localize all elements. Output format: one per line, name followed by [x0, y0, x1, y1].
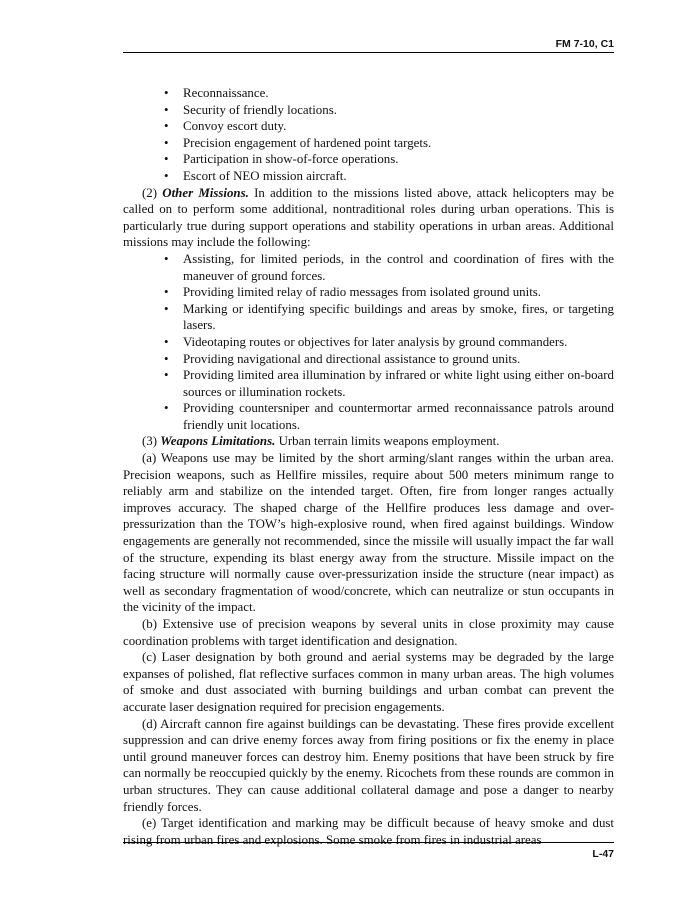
list-item: • Precision engagement of hardened point targets.	[183, 135, 614, 152]
body-content	[123, 85, 614, 848]
paragraph-b: (b) Extensive use of precision weapons by several units in close proximity may cause coordination problems with target identification and designation.	[123, 617, 614, 648]
footer-rule	[123, 842, 614, 843]
paragraph-a: (a) Weapons use may be limited by the short arming/slant ranges within the urban area. Precision weapons, such as Hellfire missiles, require about 500 meters minimum range to reliably arm and stabilize on the intended target. Often, fire from longer ranges actually improves accuracy. The shaped charge of the Hellfire produces less damage and over-pressurization than the TOW’s high-explosive round, when fired against buildings. Window engagements are generally not recommended, since the missile will usually impact the far wall of the structure, expending its blast energy away from the structure. Missile impact on the facing structure will normally cause over-pressurization inside the structure (near impact) as well as secondary fragmentation of wood/concrete, which can neutralize or stun occupants in the vicinity of the impact.	[123, 451, 614, 615]
list-item: • Providing limited area illumination by infrared or white light using either on-board sources or illumination rockets.	[183, 367, 614, 400]
footer-page-number: L-47	[592, 848, 614, 860]
list-item: • Participation in show-of-force operations.	[183, 151, 614, 168]
header-rule	[123, 52, 614, 53]
paragraph-text: Urban terrain limits weapons employment.	[275, 434, 500, 449]
list-item: • Providing limited relay of radio messages from isolated ground units.	[183, 284, 614, 301]
paragraph-text: In addition to the missions listed above, attack helicopters may be called on to perform some additional, nontraditional roles during urban operations. This is particularly true during support operations and stability operations in urban areas. Additional missions may include the following:	[123, 185, 614, 250]
paragraph-lead: Other Missions.	[162, 185, 249, 200]
additional-missions-list	[123, 251, 614, 434]
list-item: • Videotaping routes or objectives for later analysis by ground commanders.	[183, 334, 614, 351]
list-item: • Providing navigational and directional assistance to ground units.	[183, 351, 614, 368]
paragraph-lead: Weapons Limitations.	[160, 434, 276, 449]
paragraph-d: (d) Aircraft cannon fire against buildings can be devastating. These fires provide excellent suppression and can drive enemy forces away from firing positions or fix the enemy in place until ground maneuver forces can destroy him. Enemy positions that have been struck by fire can normally be reoccupied quickly by the enemy. Ricochets from these rounds are common in urban structures. They can cause additional collateral damage and pose a danger to nearby friendly forces.	[123, 716, 614, 814]
weapons-limitations-paragraph	[123, 433, 614, 450]
list-item: • Reconnaissance.	[183, 85, 614, 102]
paragraph-c: (c) Laser designation by both ground and aerial systems may be degraded by the large expanses of polished, flat reflective surfaces common in many urban areas. The high volumes of smoke and dust associated with burning buildings and urban combat can prevent the accurate laser designation required for precision engagements.	[123, 650, 614, 714]
list-item: • Providing countersniper and countermortar armed reconnaissance patrols around friendly unit locations.	[183, 400, 614, 433]
paragraph-number: (3)	[142, 434, 161, 449]
list-item: • Assisting, for limited periods, in the control and coordination of fires with the maneuver of ground forces.	[183, 251, 614, 284]
list-item: • Convoy escort duty.	[183, 118, 614, 135]
header-doc-id: FM 7-10, C1	[555, 38, 614, 50]
list-item: • Marking or identifying specific buildings and areas by smoke, fires, or targeting lasers.	[183, 301, 614, 334]
other-missions-paragraph	[123, 185, 614, 251]
paragraph-e: (e) Target identification and marking may be difficult because of heavy smoke and dust rising from urban fires and explosions. Some smoke from fires in industrial areas	[123, 816, 614, 847]
list-item: • Escort of NEO mission aircraft.	[183, 168, 614, 185]
list-item: • Security of friendly locations.	[183, 102, 614, 119]
paragraph-number: (2)	[142, 185, 163, 200]
mission-list	[123, 85, 614, 185]
